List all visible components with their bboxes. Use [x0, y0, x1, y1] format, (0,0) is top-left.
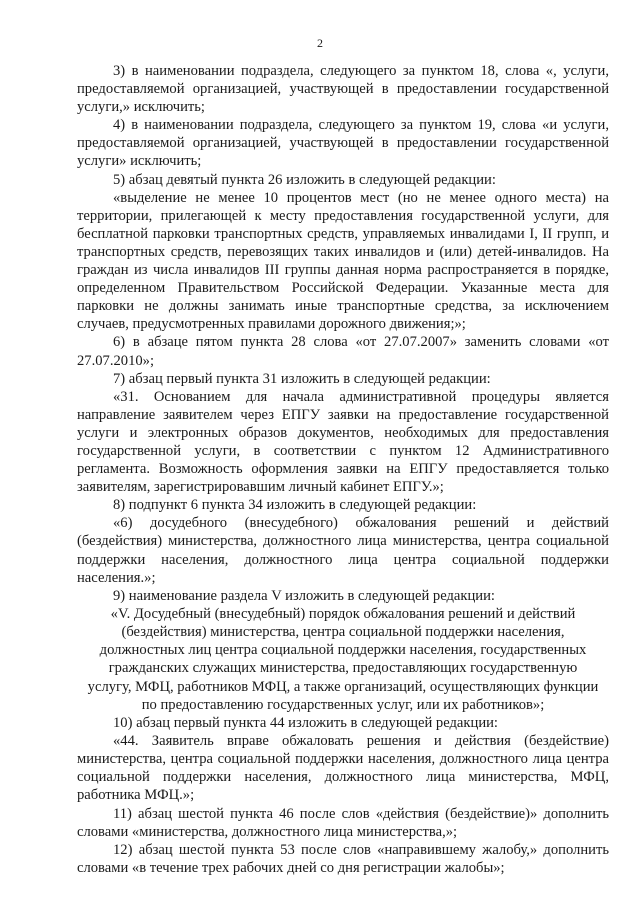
- document-body: [77, 62, 609, 877]
- quoted-text-paragraph-31: «31. Основанием для начала административной процедуры является направление заявителем через ЕПГУ заявки на предоставление государственной услуги и электронных образов документов, необходимых для предоставления государственной услуги, в соответствии с пунктом 12 Административного регламента. Возможность оформления заявки на ЕПГУ предоставляется только заявителям, зарегистрировавшим личный кабинет ЕПГУ.»;: [77, 388, 609, 496]
- quoted-text-paragraph-44: «44. Заявитель вправе обжаловать решения и действия (бездействие) министерства, центра социальной поддержки населения, должностного лица центра социальной поддержки населения, должностного лица министерства, МФЦ, работника МФЦ.»;: [77, 733, 609, 804]
- paragraph-item-5: 5) абзац девятый пункта 26 изложить в следующей редакции:: [113, 171, 496, 188]
- paragraph-item-6: 6) в абзаце пятом пункта 28 слова «от 27.07.2007» заменить словами «от 27.07.2010»;: [77, 334, 609, 369]
- paragraph-item-10: 10) абзац первый пункта 44 изложить в следующей редакции:: [113, 715, 498, 732]
- paragraph-item-4: 4) в наименовании подраздела, следующего за пунктом 19, слова «и услуги, предоставляемой организацией, участвующей в предоставлении государственной услуги» исключить;: [77, 117, 609, 170]
- paragraph-item-8: 8) подпункт 6 пункта 34 изложить в следующей редакции:: [113, 497, 477, 514]
- section-heading-line: услугу, МФЦ, работников МФЦ, а также организаций, осуществляющих функции: [87, 678, 599, 695]
- section-heading-line: должностных лиц центра социальной поддержки населения, государственных: [99, 642, 587, 659]
- quoted-text-paragraph-26: «выделение не менее 10 процентов мест (но не менее одного места) на территории, прилегающей к месту предоставления государственной услуги, для бесплатной парковки транспортных средств, управляемых инвалидами I, II групп, и транспортных средств, перевозящих таких инвалидов и (или) детей-инвалидов. На граждан из числа инвалидов III группы данная норма распространяется в порядке, определенном Правительством Российской Федерации. Указанные места для парковки не должны занимать иные транспортные средства, за исключением случаев, предусмотренных правилами дорожного движения;»;: [77, 189, 609, 333]
- section-heading-line: (бездействия) министерства, центра социальной поддержки населения,: [121, 624, 565, 641]
- paragraph-item-7: 7) абзац первый пункта 31 изложить в следующей редакции:: [113, 370, 491, 387]
- paragraph-item-9: 9) наименование раздела V изложить в следующей редакции:: [113, 587, 495, 604]
- paragraph-item-12: 12) абзац шестой пункта 53 после слов «направившему жалобу,» дополнить словами «в течение трех рабочих дней со дня регистрации жалобы»;: [77, 841, 609, 876]
- section-v-heading: [77, 605, 609, 714]
- page-number: 2: [317, 36, 323, 50]
- section-heading-line: по предоставлению государственных услуг, или их работников»;: [141, 696, 545, 713]
- paragraph-item-11: 11) абзац шестой пункта 46 после слов «действия (бездействие)» дополнить словами «министерства, должностного лица министерства,»;: [77, 805, 609, 840]
- quoted-text-paragraph-34: «6) досудебного (внесудебного) обжалования решений и действий (бездействия) министерства, должностного лица министерства, центра социальной поддержки населения, должностного лица центра социальной поддержки населения.»;: [77, 515, 609, 586]
- section-heading-line: «V. Досудебный (внесудебный) порядок обжалования решений и действий: [110, 605, 576, 622]
- paragraph-item-3: 3) в наименовании подраздела, следующего за пунктом 18, слова «, услуги, предоставляемой организацией, участвующей в предоставлении государственной услуги,» исключить;: [77, 63, 609, 116]
- section-heading-line: гражданских служащих министерства, предоставляющих государственную: [108, 660, 578, 677]
